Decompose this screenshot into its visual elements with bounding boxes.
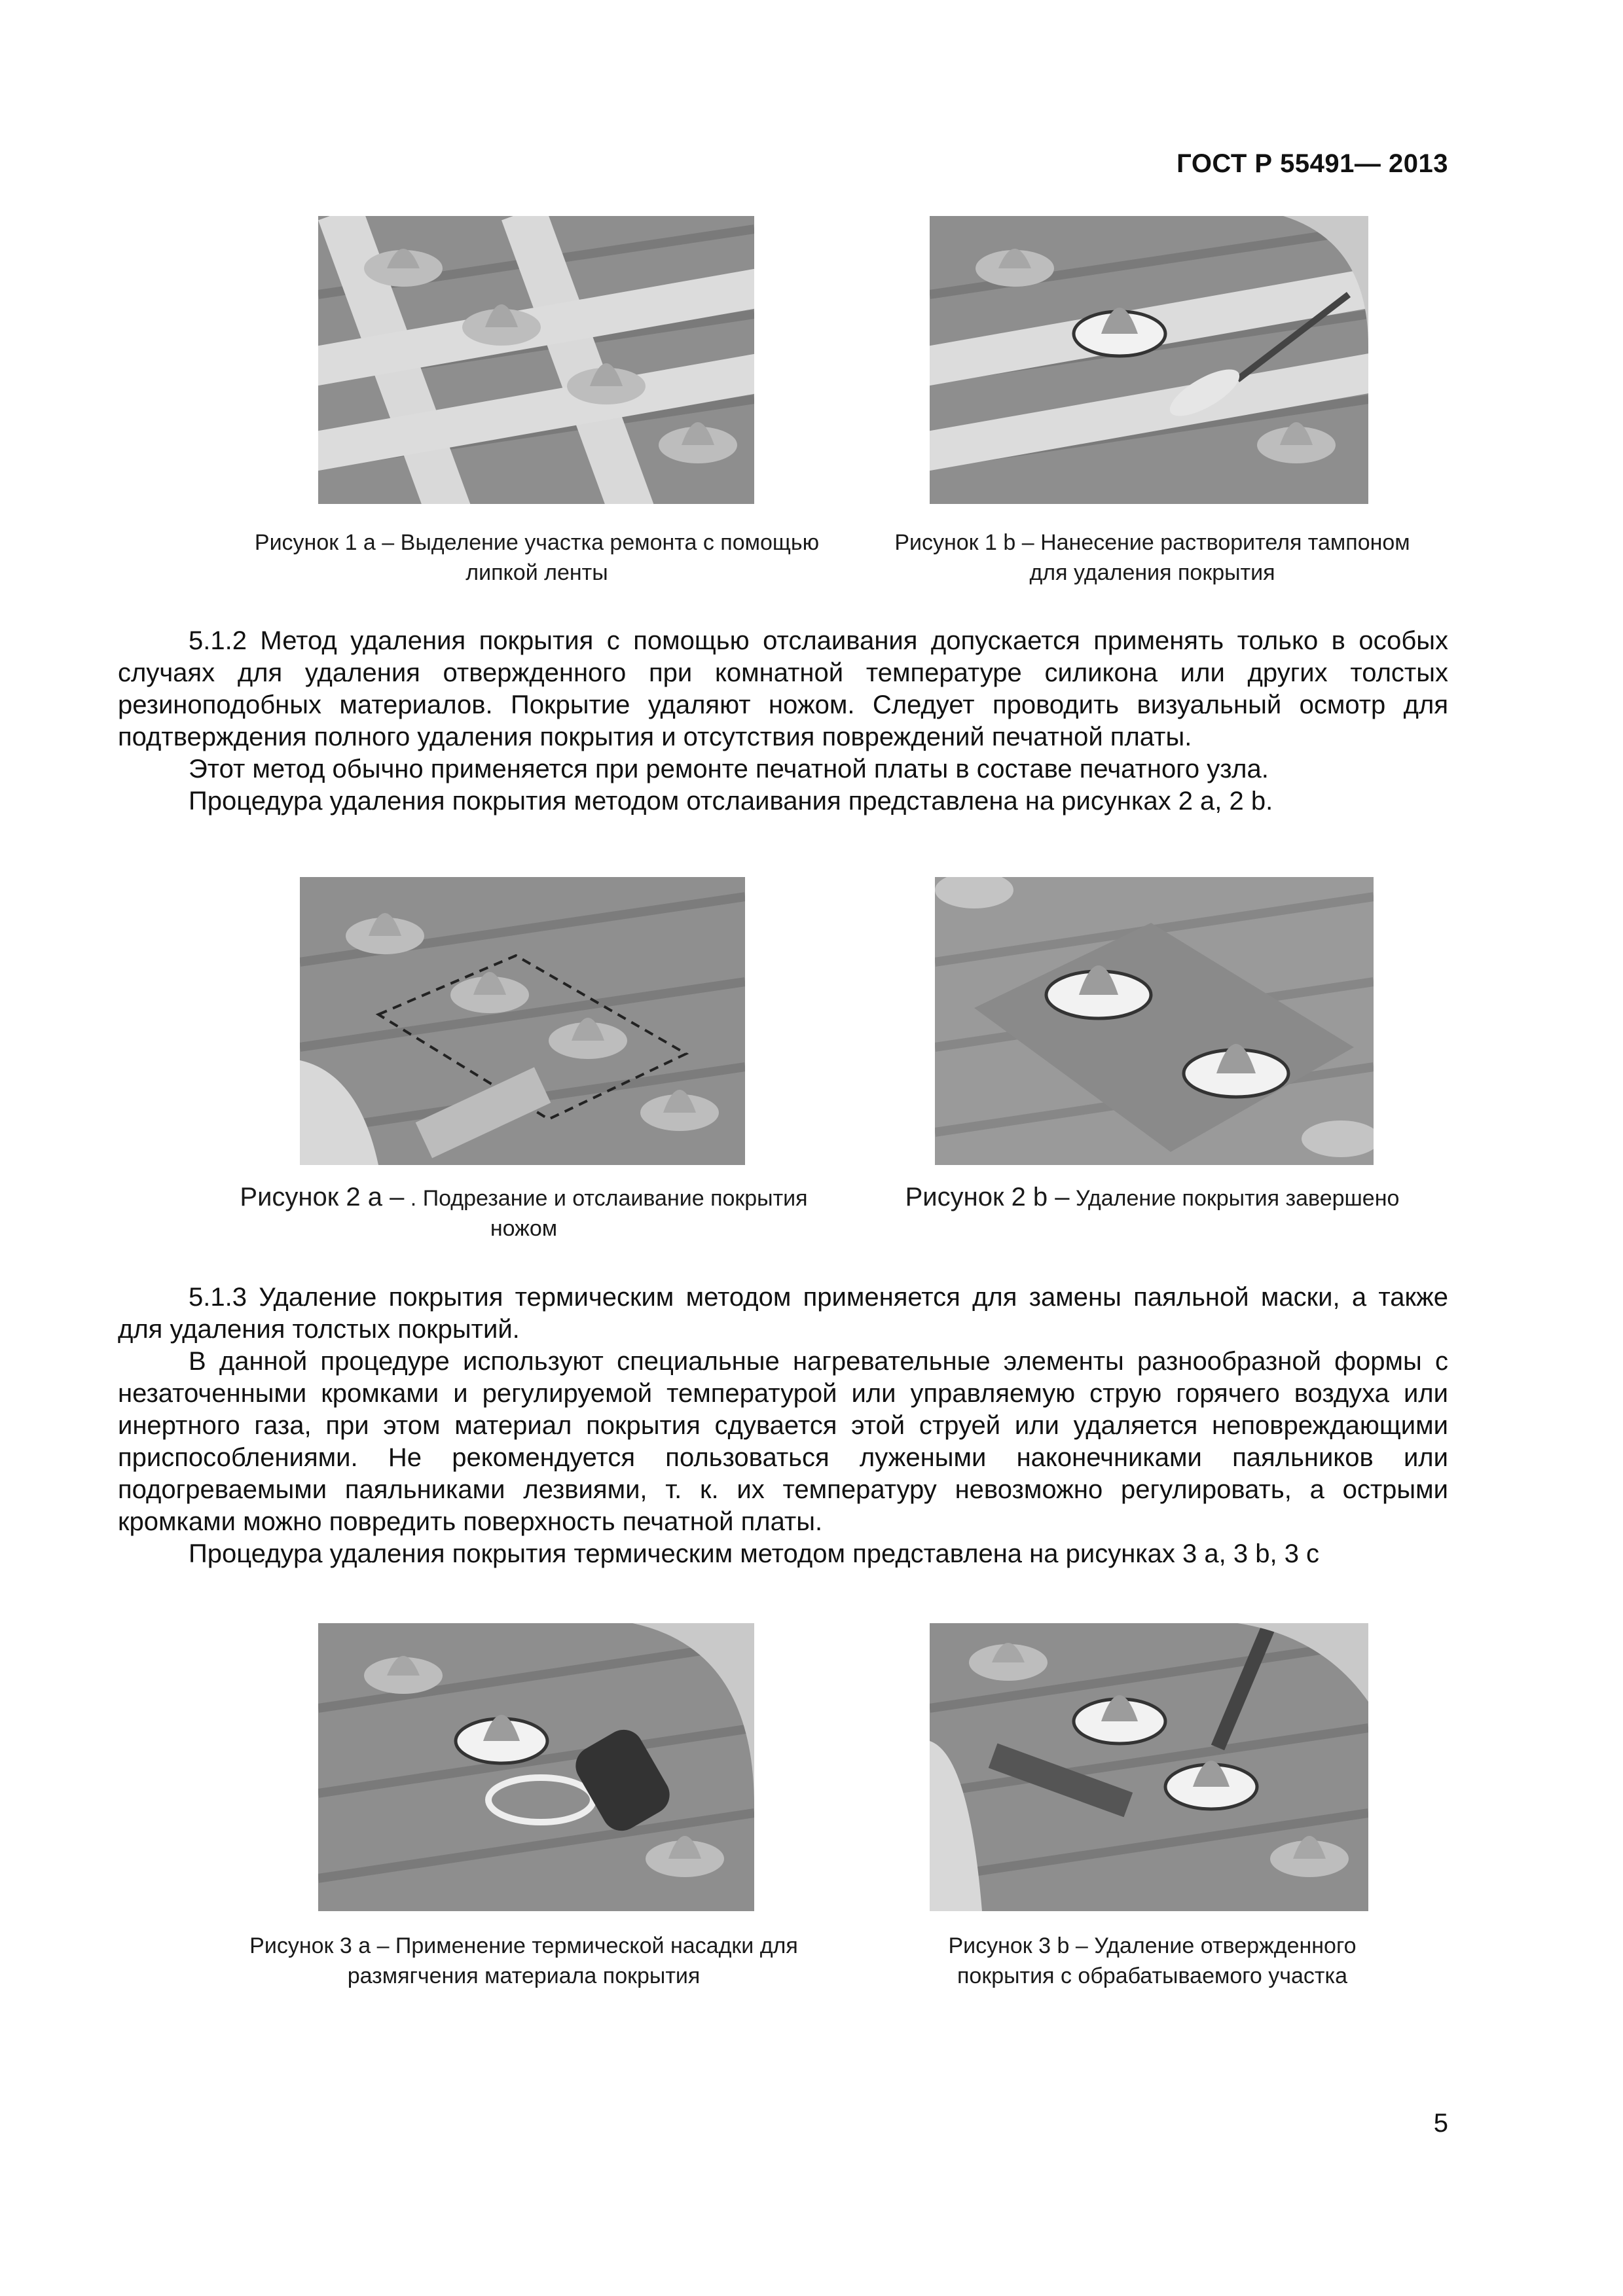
figure-1b-caption bbox=[890, 528, 1414, 588]
figure-3a-image bbox=[318, 1623, 754, 1911]
figure-2b-label: Рисунок 2 b – bbox=[905, 1183, 1070, 1211]
para-5-1-3-procedure: Процедура удаления покрытия термическим методом представлена на рисунках 3 а, 3 b, 3 с bbox=[189, 1539, 1320, 1568]
figure-3b-label: Рисунок 3 b bbox=[948, 1933, 1070, 1958]
para-5-1-2-usage: Этот метод обычно применяется при ремонте печатной платы в составе печатного узла. bbox=[189, 755, 1269, 783]
figure-1a-text: – Выделение участка ремонта с помощью липкой ленты bbox=[382, 530, 820, 585]
figure-2a-label: Рисунок 2 a – bbox=[240, 1183, 405, 1211]
figure-1b-text: – Нанесение растворителя тампоном для удаления покрытия bbox=[1021, 530, 1410, 585]
figure-1b-label: Рисунок 1 b bbox=[894, 530, 1016, 555]
figure-2a-image bbox=[300, 877, 745, 1165]
figure-2a-caption bbox=[223, 1182, 825, 1244]
figure-2b-caption bbox=[903, 1182, 1401, 1213]
page-number: 5 bbox=[1433, 2109, 1448, 2138]
para-5-1-3-procedure-details: В данной процедуре используют специальные нагревательные элементы разнообразной формы с незаточенными кромками и регулируемой температурой или управляемую струю горячего воздуха или инертного газа, при этом материал покрытия сдувается этой струей или удаляется неповреждающими приспособлениями. Не рекомендуется пользоваться лужеными наконечниками паяльников или подогреваемыми паяльниками лезвиями, т. к. их температуру невозможно регулировать, а острыми кромками можно повредить поверхность печатной платы. bbox=[118, 1347, 1448, 1536]
figure-3a-text: – Применение термической насадки для размягчения материала покрытия bbox=[347, 1933, 798, 1988]
figure-1b-image bbox=[930, 216, 1368, 504]
figure-1a-image bbox=[318, 216, 754, 504]
figure-2b-text: Удаление покрытия завершено bbox=[1075, 1186, 1400, 1211]
para-5-1-3-main: 5.1.3 Удаление покрытия термическим методом применяется для замены паяльной маски, а также для удаления толстых покрытий. bbox=[118, 1283, 1448, 1344]
figure-3a-label: Рисунок 3 a bbox=[249, 1933, 371, 1958]
para-5-1-2-procedure: Процедура удаления покрытия методом отслаивания представлена на рисунках 2 a, 2 b. bbox=[189, 787, 1273, 816]
figure-3a-caption bbox=[210, 1931, 838, 1991]
document-header: ГОСТ Р 55491— 2013 bbox=[1176, 149, 1448, 178]
figure-3b-text: – Удаление отвержденного покрытия с обрабатываемого участка bbox=[957, 1933, 1357, 1988]
figure-1a-label: Рисунок 1 a bbox=[254, 530, 376, 555]
figure-2a-text: . Подрезание и отслаивание покрытия ножом bbox=[410, 1186, 808, 1241]
figure-3b-caption bbox=[903, 1931, 1401, 1991]
para-5-1-2-main: 5.1.2 Метод удаления покрытия с помощью отслаивания допускается применять только в особых случаях для удаления отвержденного при комнатной температуре силикона или других толстых резиноподобных материалов. Покрытие удаляют ножом. Следует проводить визуальный осмотр для подтверждения полного удаления покрытия и отсутствия повреждений печатной платы. bbox=[118, 626, 1448, 751]
figure-3b-image bbox=[930, 1623, 1368, 1911]
figure-2b-image bbox=[935, 877, 1374, 1165]
figure-1a-caption bbox=[236, 528, 838, 588]
